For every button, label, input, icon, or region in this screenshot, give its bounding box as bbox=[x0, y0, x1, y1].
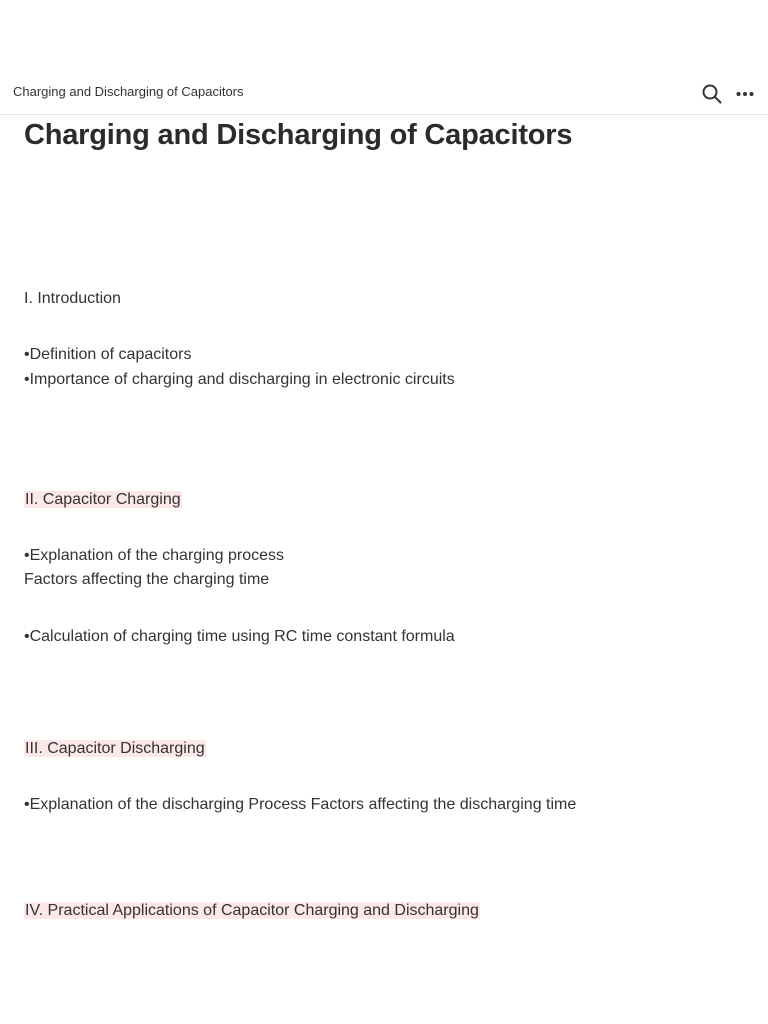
section-heading-capacitor-charging bbox=[24, 490, 182, 510]
search-icon bbox=[701, 83, 723, 105]
section-heading-capacitor-discharging bbox=[24, 739, 206, 759]
list-item: Factors affecting the charging time bbox=[24, 571, 270, 588]
section-heading-text: IV. Practical Applications of Capacitor Charging and Discharging bbox=[25, 902, 479, 919]
list-item: •Importance of charging and discharging in electronic circuits bbox=[24, 371, 455, 388]
section-heading-text: I. Introduction bbox=[24, 290, 121, 307]
list-item: •Calculation of charging time using RC time constant formula bbox=[24, 628, 455, 645]
more-options-button[interactable] bbox=[732, 81, 758, 107]
more-horizontal-icon bbox=[734, 83, 756, 105]
top-bar bbox=[0, 73, 768, 115]
search-button[interactable] bbox=[699, 81, 725, 107]
section-heading-introduction bbox=[24, 289, 121, 309]
document-title-bar: Charging and Discharging of Capacitors bbox=[13, 84, 244, 99]
list-item: •Definition of capacitors bbox=[24, 346, 192, 363]
section-heading-text: III. Capacitor Discharging bbox=[25, 740, 205, 757]
list-item: •Explanation of the discharging Process Factors affecting the discharging time bbox=[24, 796, 577, 813]
list-item: •Explanation of the charging process bbox=[24, 547, 284, 564]
section-heading-practical-applications bbox=[24, 901, 480, 921]
section-heading-text: II. Capacitor Charging bbox=[25, 491, 181, 508]
page-title: Charging and Discharging of Capacitors bbox=[24, 119, 573, 151]
